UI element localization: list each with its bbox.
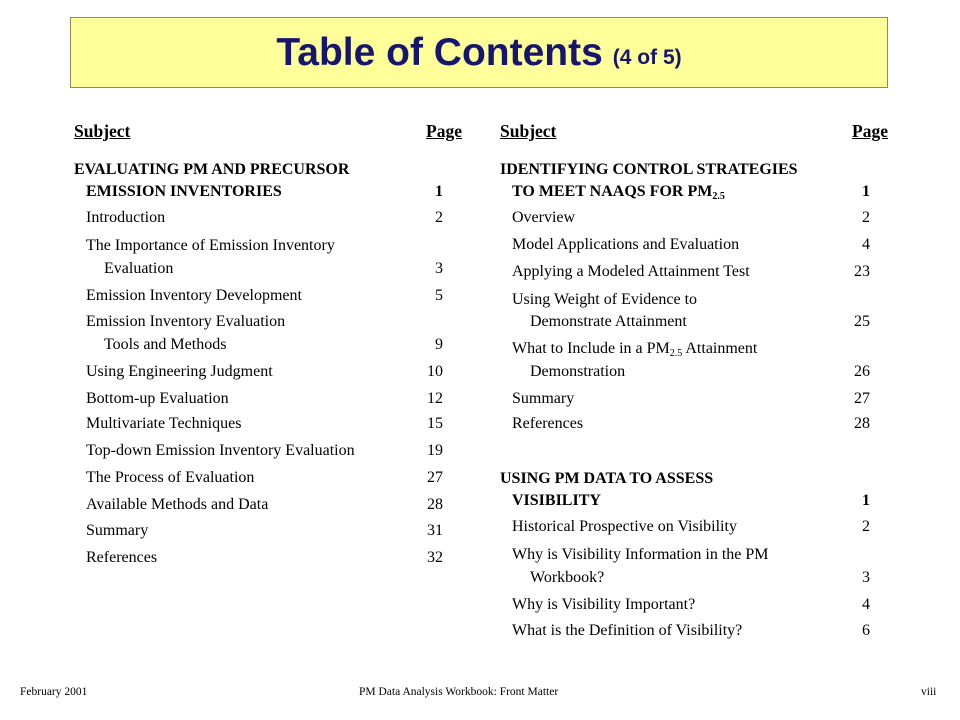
toc-entry[interactable] <box>512 339 757 359</box>
title-banner <box>70 17 888 88</box>
page-number: 25 <box>854 313 870 330</box>
section-title-line: IDENTIFYING CONTROL STRATEGIES <box>500 161 798 178</box>
page-number: 5 <box>435 287 443 304</box>
page-number: 15 <box>427 415 443 432</box>
page-number: 10 <box>427 363 443 380</box>
toc-entry[interactable]: Multivariate Techniques <box>86 415 242 432</box>
page-header: Page <box>426 121 462 141</box>
right-column-header <box>500 120 888 142</box>
page-number: 1 <box>862 183 870 200</box>
entry-text: Attainment <box>682 340 758 357</box>
page-number: 3 <box>862 569 870 586</box>
page-number: 1 <box>435 183 443 200</box>
section-title-line: USING PM DATA TO ASSESS <box>500 470 714 487</box>
page-number: 6 <box>862 622 870 639</box>
page-number: 3 <box>435 260 443 277</box>
page-number: 12 <box>427 390 443 407</box>
toc-entry[interactable]: Bottom-up Evaluation <box>86 390 229 407</box>
page-number: 1 <box>862 492 870 509</box>
page-subtitle: (4 of 5) <box>612 45 682 69</box>
toc-entry[interactable]: References <box>512 415 584 432</box>
toc-entry[interactable]: Using Engineering Judgment <box>86 363 273 380</box>
toc-entry[interactable]: Emission Inventory Development <box>86 287 302 304</box>
toc-entry-continuation[interactable]: Tools and Methods <box>104 336 227 353</box>
subscript: 2.5 <box>669 348 683 359</box>
page-number: 9 <box>435 336 443 353</box>
toc-entry[interactable]: Top-down Emission Inventory Evaluation <box>86 442 355 459</box>
page-number: 2 <box>862 518 870 535</box>
section-title-line: EVALUATING PM AND PRECURSOR <box>74 161 350 178</box>
toc-entry-continuation[interactable]: Evaluation <box>104 260 174 277</box>
toc-entry[interactable]: Introduction <box>86 209 166 226</box>
page-number: 2 <box>435 209 443 226</box>
page-number: 2 <box>862 209 870 226</box>
toc-entry[interactable]: Summary <box>512 390 575 407</box>
toc-right-column <box>500 120 888 142</box>
subscript: 2.5 <box>712 191 725 202</box>
toc-entry[interactable]: Why is Visibility Information in the PM <box>512 546 769 563</box>
page-number: 4 <box>862 236 870 253</box>
section-title-text: TO MEET NAAQS FOR PM <box>512 183 713 200</box>
page-number: 23 <box>854 263 870 280</box>
page-number: 31 <box>427 522 443 539</box>
section-title-line: EMISSION INVENTORIES <box>86 183 282 200</box>
subject-header: Subject <box>500 121 557 141</box>
toc-entry-continuation[interactable]: Demonstration <box>530 363 626 380</box>
page-header: Page <box>852 121 888 141</box>
page-number: 27 <box>427 469 443 486</box>
toc-entry[interactable]: Summary <box>86 522 149 539</box>
toc-entry-continuation[interactable]: Workbook? <box>530 569 605 586</box>
toc-entry[interactable]: Emission Inventory Evaluation <box>86 313 286 330</box>
left-column-header <box>74 120 462 142</box>
toc-entry[interactable]: The Process of Evaluation <box>86 469 255 486</box>
page-number: 4 <box>862 596 870 613</box>
subject-header: Subject <box>74 121 131 141</box>
toc-entry[interactable]: Model Applications and Evaluation <box>512 236 740 253</box>
section-title-line <box>512 182 725 202</box>
page-number: 28 <box>854 415 870 432</box>
footer-page-number: viii <box>921 686 937 698</box>
toc-entry-continuation[interactable]: Demonstrate Attainment <box>530 313 687 330</box>
toc-entry[interactable]: Using Weight of Evidence to <box>512 291 698 308</box>
page-number: 19 <box>427 442 443 459</box>
entry-text: What to Include in a PM <box>512 340 670 357</box>
footer-date: February 2001 <box>20 686 88 698</box>
page-number: 26 <box>854 363 870 380</box>
footer-title: PM Data Analysis Workbook: Front Matter <box>359 686 559 698</box>
toc-entry[interactable]: The Importance of Emission Inventory <box>86 237 335 254</box>
page-number: 28 <box>427 496 443 513</box>
section-title-line: VISIBILITY <box>512 492 601 509</box>
toc-entry[interactable]: Why is Visibility Important? <box>512 596 696 613</box>
toc-entry[interactable]: References <box>86 549 158 566</box>
toc-entry[interactable]: Overview <box>512 209 576 226</box>
toc-left-column <box>74 120 462 142</box>
toc-entry[interactable]: Historical Prospective on Visibility <box>512 518 737 535</box>
page-number: 32 <box>427 549 443 566</box>
page-number: 27 <box>854 390 870 407</box>
page-title: Table of Contents <box>276 30 603 74</box>
toc-entry[interactable]: Available Methods and Data <box>86 496 269 513</box>
toc-entry[interactable]: What is the Definition of Visibility? <box>512 622 743 639</box>
toc-entry[interactable]: Applying a Modeled Attainment Test <box>512 263 750 280</box>
